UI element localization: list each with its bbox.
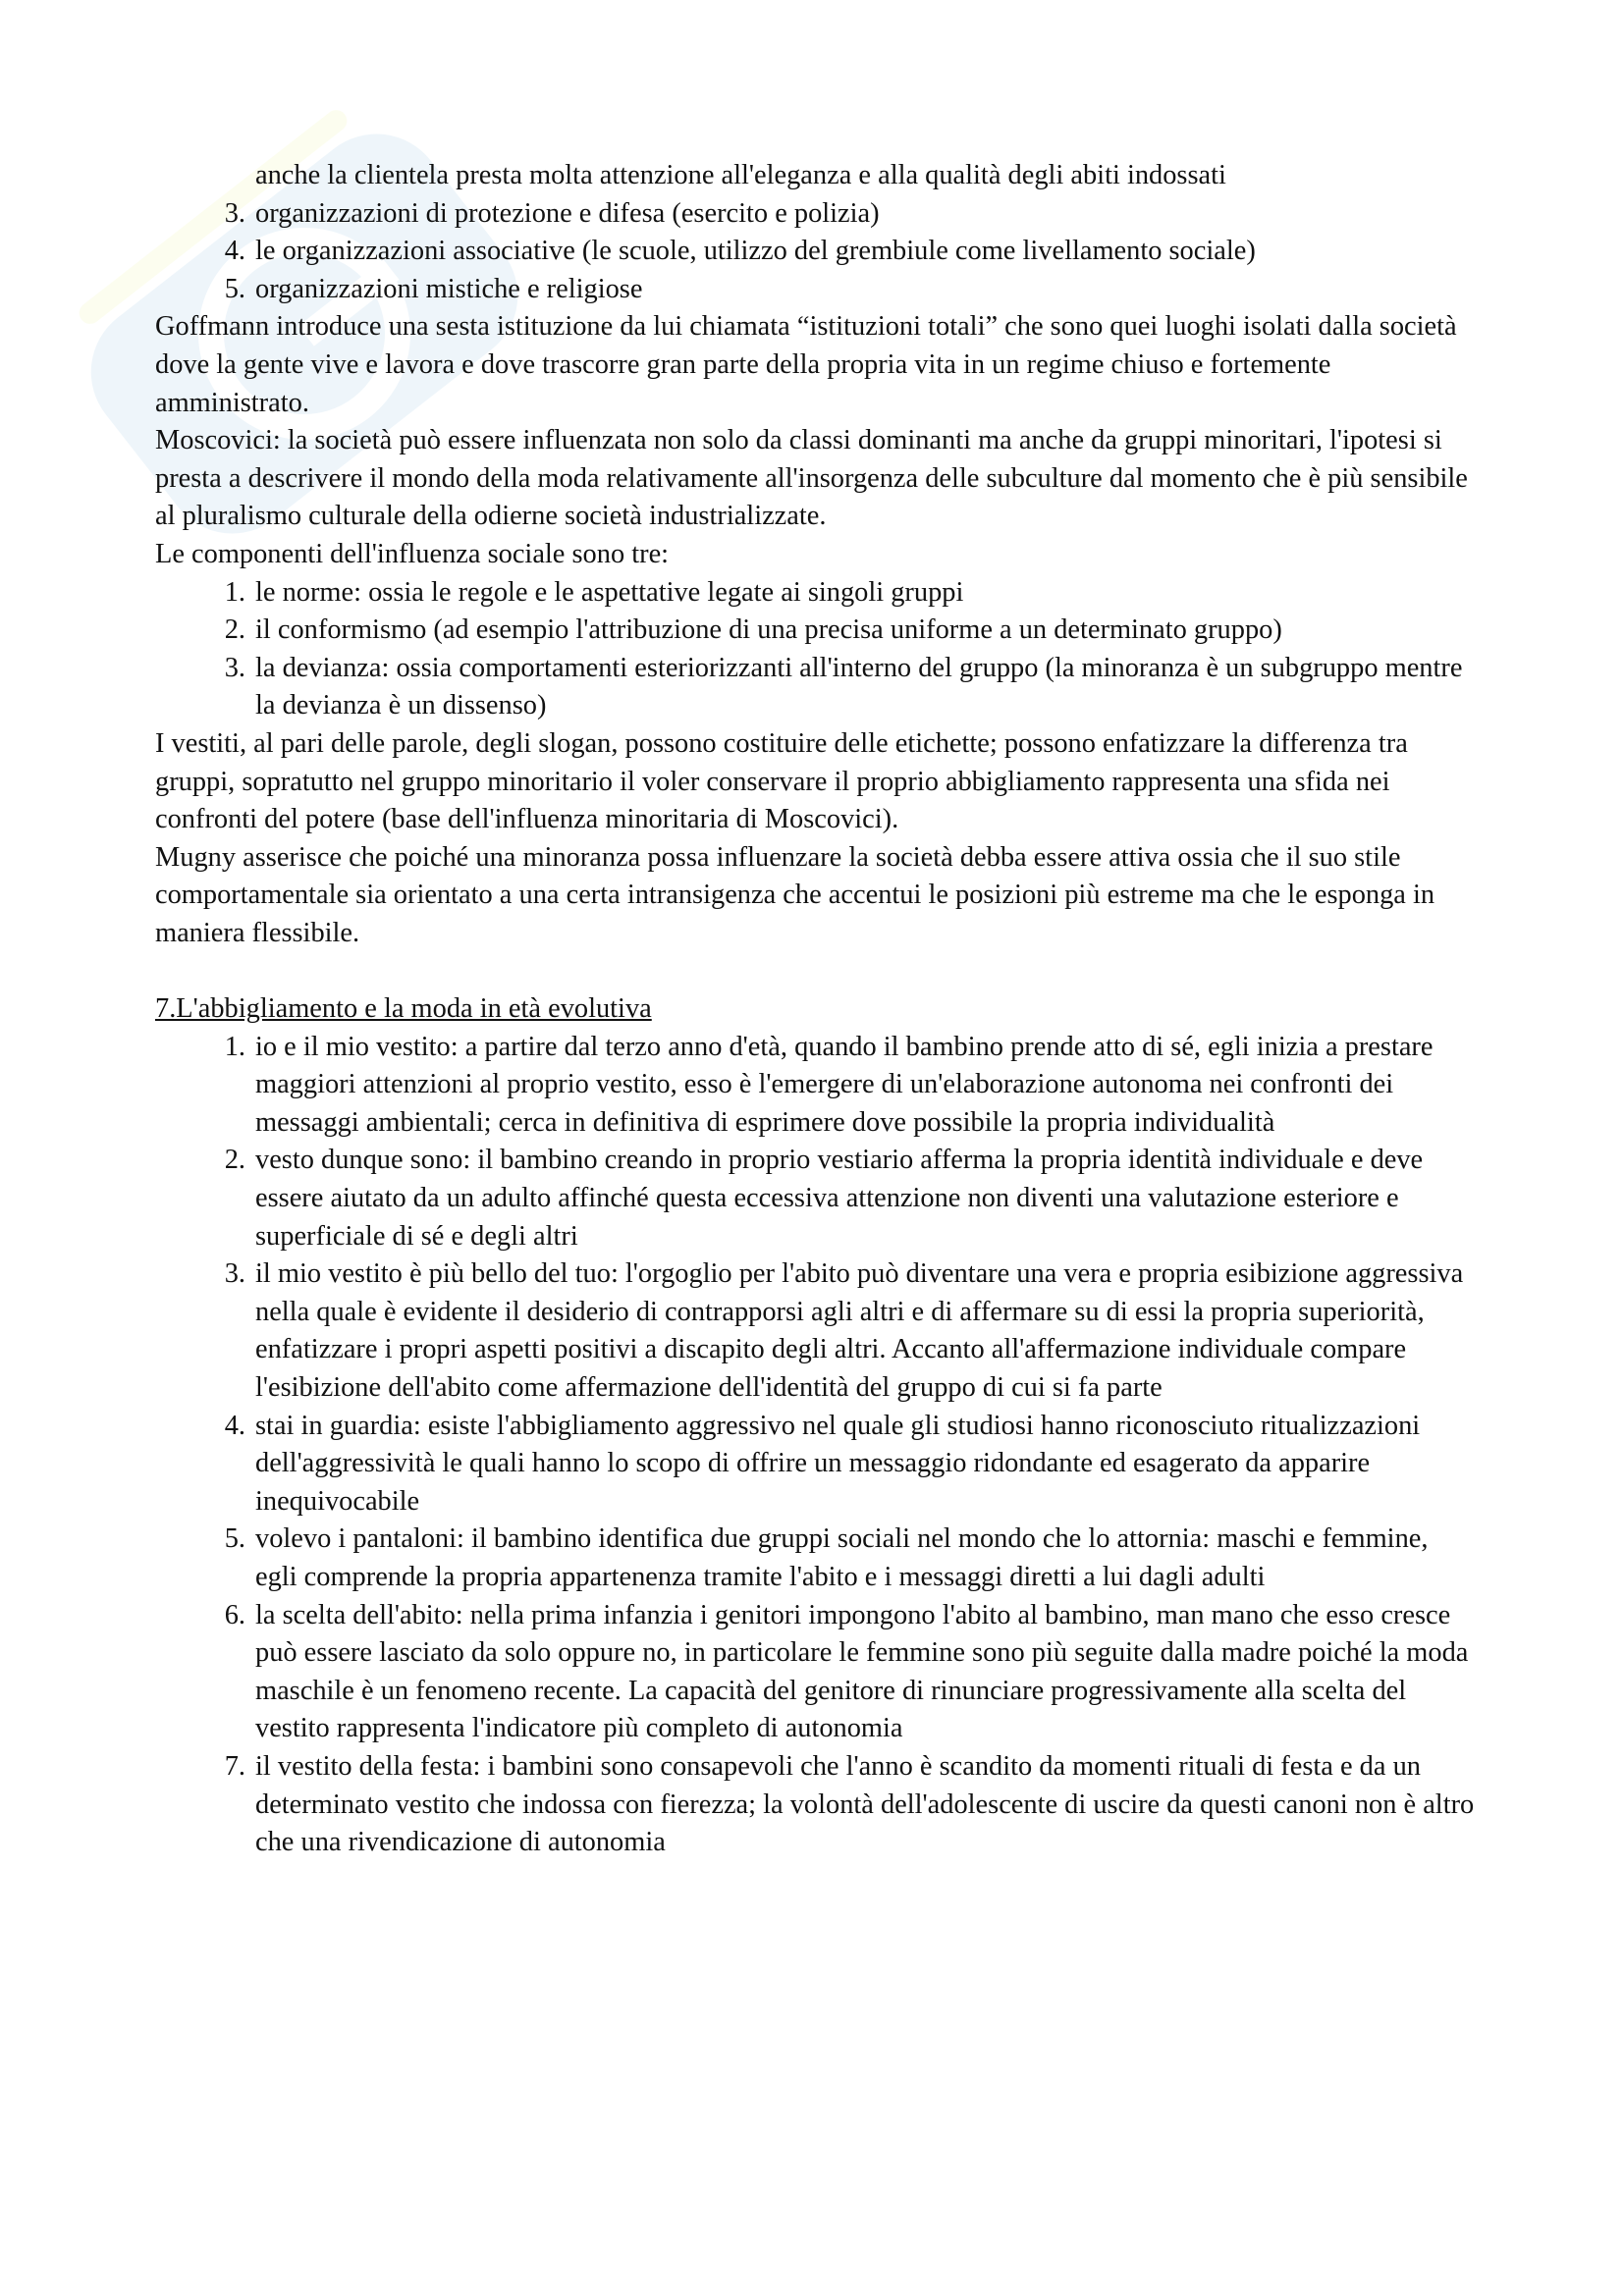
list-item-text: io e il mio vestito: a partire dal terzo anno d'età, quando il bambino prende atto di sé, egli inizia a prestare maggiori attenzioni al proprio vestito, esso è l'emergere di un'elaborazione autonoma nei confronti dei messaggi ambientali; cerca in definitiva di esprimere dove possibile la propria individualità — [255, 1031, 1434, 1138]
paragraph-mugny: Mugny asserisce che poiché una minoranza possa influenzare la società debba essere attiva ossia che il suo stile comportamentale sia orientato a una certa intransigenza che accentui le posizioni più estreme ma che le esponga in maniera flessibile. — [155, 841, 1435, 948]
list-item-text: organizzazioni di protezione e difesa (esercito e polizia) — [255, 197, 880, 229]
list-item-text: anche la clientela presta molta attenzione all'eleganza e alla qualità degli abiti indossati — [255, 160, 1226, 190]
list-item-continuation — [155, 157, 1476, 195]
list-item-text: il conformismo (ad esempio l'attribuzione di una precisa uniforme a un determinato gruppo) — [255, 614, 1282, 646]
list-item-number: 4. — [224, 236, 245, 267]
list-item-number: 1. — [224, 1031, 245, 1062]
paragraph-moscovici: Moscovici: la società può essere influenzata non solo da classi dominanti ma anche da gruppi minoritari, l'ipotesi si presta a descrivere il mondo della moda relativamente all'insorgenza delle subculture dal momento che è più sensibile al pluralismo culturale della odierne società industrializzate. — [155, 425, 1468, 532]
blank-line — [155, 952, 1476, 990]
list-item — [155, 1748, 1476, 1862]
list-item-number: 3. — [224, 197, 245, 229]
paragraph-goffmann: Goffmann introduce una sesta istituzione da lui chiamata “istituzioni totali” che sono quei luoghi isolati dalla società dove la gente vive e lavora e dove trascorre gran parte della propria vita in un regime chiuso e fortemente amministrato. — [155, 311, 1457, 418]
list-item-text: le norme: ossia le regole e le aspettative legate ai singoli gruppi — [255, 576, 964, 608]
list-item — [155, 233, 1476, 271]
list-item-number: 5. — [224, 1523, 245, 1555]
paragraph-componenti: Le componenti dell'influenza sociale sono tre: — [155, 538, 670, 569]
list-item — [155, 1142, 1476, 1255]
list-item-number: 2. — [224, 614, 245, 646]
list-item-text: organizzazioni mistiche e religiose — [255, 273, 643, 304]
list-item-text: la scelta dell'abito: nella prima infanzia i genitori impongono l'abito al bambino, man mano che esso cresce può essere lasciato da solo oppure no, in particolare le femmine sono più seguite dalla madre poiché la moda maschile è un fenomeno recente. La capacità del genitore di rinunciare progressivamente alla scelta del vestito rappresenta l'indicatore più completo di autonomia — [255, 1599, 1469, 1744]
list-item-text: il vestito della festa: i bambini sono consapevoli che l'anno è scandito da momenti rituali di festa e da un determinato vestito che indossa con fierezza; la volontà dell'adolescente di uscire da questi canoni non è altro che una rivendicazione di autonomia — [255, 1750, 1475, 1858]
organizations-list — [155, 157, 1476, 308]
list-item-text: le organizzazioni associative (le scuole, utilizzo del grembiule come livellamento sociale) — [255, 236, 1256, 267]
list-item-number: 4. — [224, 1410, 245, 1441]
influence-components-list — [155, 574, 1476, 725]
list-item-text: volevo i pantaloni: il bambino identifica due gruppi sociali nel mondo che lo attornia: maschi e femmine, egli comprende la propria appartenenza tramite l'abito e i messaggi diretti a lui dagli adulti — [255, 1523, 1429, 1592]
list-item-number: 6. — [224, 1599, 245, 1630]
list-item — [155, 1597, 1476, 1748]
list-item-number: 3. — [224, 652, 245, 683]
list-item-number: 3. — [224, 1258, 245, 1290]
list-item — [155, 1521, 1476, 1596]
list-item-number: 1. — [224, 576, 245, 608]
document-page — [155, 157, 1476, 1862]
list-item — [155, 271, 1476, 309]
list-item-number: 5. — [224, 273, 245, 304]
list-item-text: la devianza: ossia comportamenti esteriorizzanti all'interno del gruppo (la minoranza è un subgruppo mentre la devianza è un dissenso) — [255, 652, 1463, 721]
list-item — [155, 1029, 1476, 1143]
list-item-text: il mio vestito è più bello del tuo: l'orgoglio per l'abito può diventare una vera e propria esibizione aggressiva nella quale è evidente il desiderio di contrapporsi agli altri e di affermare su di essi la propria superiorità, enfatizzare i propri aspetti positivi a discapito degli altri. Accanto all'affermazione individuale compare l'esibizione dell'abito come affermazione dell'identità del gruppo di cui si fa parte — [255, 1258, 1464, 1403]
list-item-number: 2. — [224, 1145, 245, 1176]
list-item-number: 7. — [224, 1750, 245, 1782]
list-item — [155, 1408, 1476, 1522]
list-item — [155, 1255, 1476, 1407]
list-item — [155, 195, 1476, 234]
list-item-text: vesto dunque sono: il bambino creando in proprio vestiario afferma la propria identità individuale e deve essere aiutato da un adulto affinché questa eccessiva attenzione non diventi una valutazione esteriore e superficiale di sé e degli altri — [255, 1145, 1424, 1252]
list-item-text: stai in guardia: esiste l'abbigliamento aggressivo nel quale gli studiosi hanno riconosciuto ritualizzazioni dell'aggressività le quali hanno lo scopo di offrire un messaggio ridondante ed esagerato da apparire inequivocabile — [255, 1410, 1421, 1517]
developmental-stages-list — [155, 1029, 1476, 1862]
list-item — [155, 650, 1476, 725]
list-item — [155, 574, 1476, 613]
section-heading: 7.L'abbigliamento e la moda in età evolutiva — [155, 993, 652, 1025]
list-item — [155, 612, 1476, 650]
paragraph-vestiti: I vestiti, al pari delle parole, degli slogan, possono costituire delle etichette; possono enfatizzare la differenza tra gruppi, sopratutto nel gruppo minoritario il voler conservare il proprio abbigliamento rappresenta una sfida nei confronti del potere (base dell'influenza minoritaria di Moscovici). — [155, 727, 1408, 835]
